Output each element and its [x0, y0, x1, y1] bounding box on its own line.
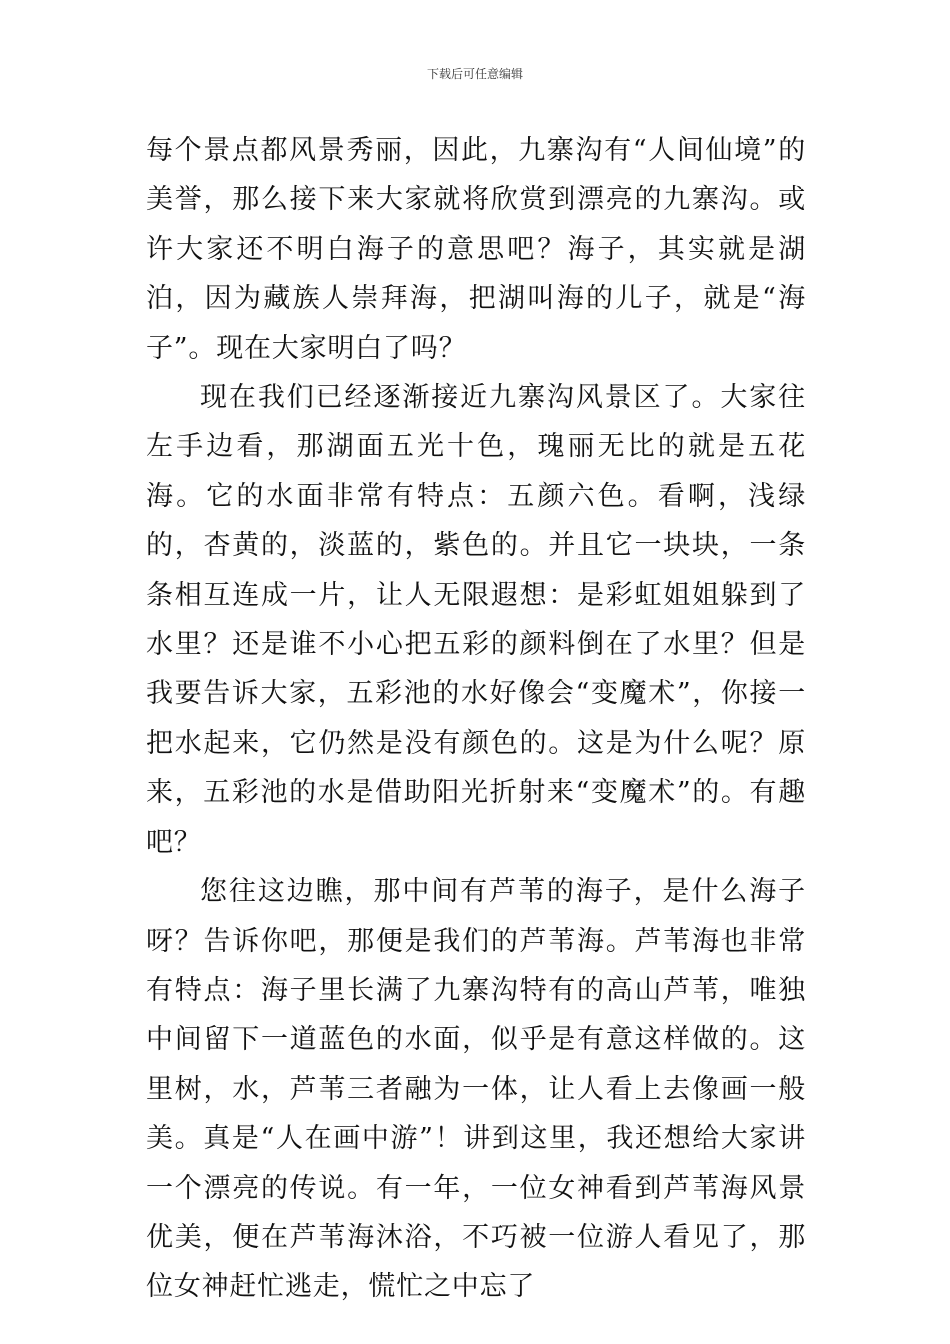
paragraph-1: 每个景点都风景秀丽，因此，九寨沟有“人间仙境”的美誉，那么接下来大家就将欣赏到漂亮的九寨沟。或许大家还不明白海子的意思吧？海子，其实就是湖泊，因为藏族人崇拜海，把湖叫海的儿子，就是“海子”。现在大家明白了吗？: [146, 135, 806, 364]
page-header: 下载后可任意编辑: [426, 67, 523, 81]
paragraph-3: 您往这边瞧，那中间有芦苇的海子，是什么海子呀？告诉你吧，那便是我们的芦苇海。芦苇海也非常有特点：海子里长满了九寨沟特有的高山芦苇，唯独中间留下一道蓝色的水面，似乎是有意这样做的。这里树，水，芦苇三者融为一体，让人看上去像画一般美。真是“人在画中游”！讲到这里，我还想给大家讲一个漂亮的传说。有一年，一位女神看到芦苇海风景优美，便在芦苇海沐浴，不巧被一位游人看见了，那位女神赶忙逃走，慌忙之中忘了: [146, 876, 806, 1303]
paragraph-2: 现在我们已经逐渐接近九寨沟风景区了。大家往左手边看，那湖面五光十色，瑰丽无比的就是五花海。它的水面非常有特点：五颜六色。看啊，浅绿的，杏黄的，淡蓝的，紫色的。并且它一块块，一条条相互连成一片，让人无限遐想：是彩虹姐姐躲到了水里？还是谁不小心把五彩的颜料倒在了水里？但是我要告诉大家，五彩池的水好像会“变魔术”，你接一把水起来，它仍然是没有颜色的。这是为什么呢？原来，五彩池的水是借助阳光折射来“变魔术”的。有趣吧？: [146, 382, 806, 858]
document-body: [146, 126, 806, 1312]
